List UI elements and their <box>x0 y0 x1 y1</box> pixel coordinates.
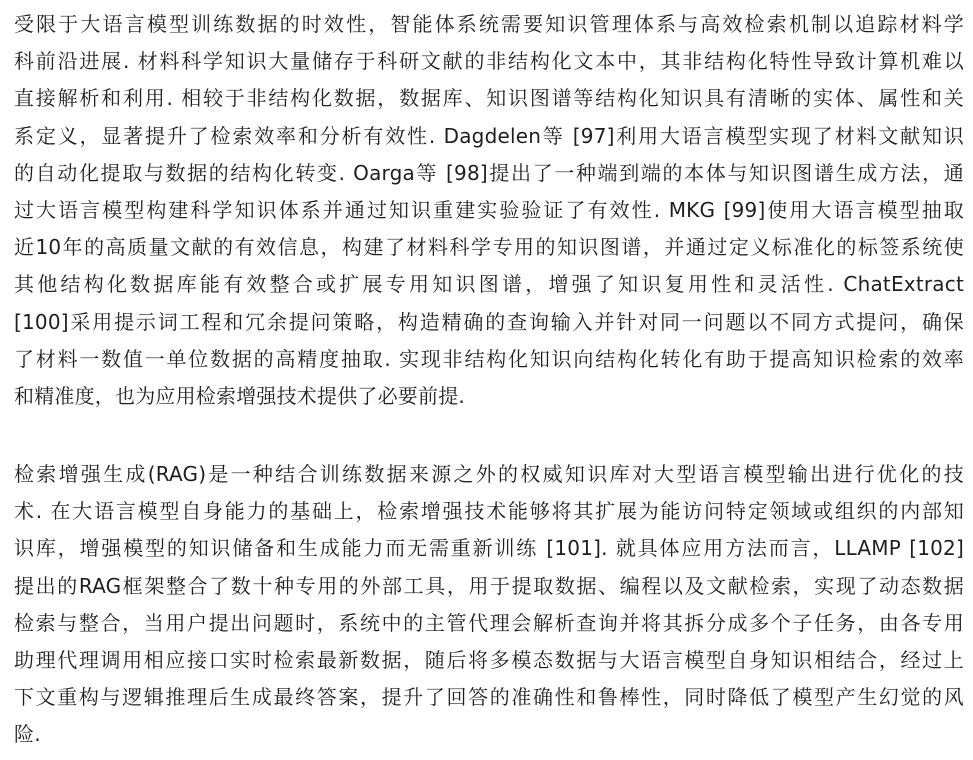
text-line: 助理代理调用相应接口实时检索最新数据，随后将多模态数据与大语言模型自身知识相结合，经过上 <box>14 647 964 672</box>
text-line: 了材料一数值一单位数据的高精度抽取. 实现非结构化知识向结构化转化有助于提高知识检索的效率 <box>14 346 964 371</box>
text-line: 直接解析和利用. 相较于非结构化数据，数据库、知识图谱等结构化知识具有清晰的实体、属性和关 <box>14 86 964 111</box>
text-line: 检索增强生成(RAG)是一种结合训练数据来源之外的权威知识库对大型语言模型输出进行优化的技 <box>14 462 964 486</box>
text-line: 其他结构化数据库能有效整合或扩展专用知识图谱，增强了知识复用性和灵活性. ChatExtract <box>14 272 964 297</box>
text-line: 科前沿进展. 材料科学知识大量储存于科研文献的非结构化文本中，其非结构化特性导致计算机难以 <box>14 49 964 74</box>
text-line: 系定义，显著提升了检索效率和分析有效性. Dagdelen等 [97]利用大语言模型实现了材料文献知识 <box>14 123 964 148</box>
text-line: 术. 在大语言模型自身能力的基础上，检索增强技术能够将其扩展为能访问特定领域或组织的内部知 <box>14 499 964 524</box>
text-line: 受限于大语言模型训练数据的时效性，智能体系统需要知识管理体系与高效检索机制以追踪材料学 <box>14 12 964 36</box>
text-line: 下文重构与逻辑推理后生成最终答案，提升了回答的准确性和鲁棒性，同时降低了模型产生幻觉的风 <box>14 685 964 710</box>
text-line: 险. <box>14 722 41 747</box>
paragraph-rag <box>14 456 964 754</box>
paragraph-knowledge-management <box>14 6 964 415</box>
text-line: 提出的RAG框架整合了数十种专用的外部工具，用于提取数据、编程以及文献检索，实现了动态数据 <box>14 573 964 598</box>
text-line: 和精准度，也为应用检索增强技术提供了必要前提. <box>14 383 465 408</box>
text-line: 的自动化提取与数据的结构化转变. Oarga等 [98]提出了一种端到端的本体与知识图谱生成方法，通 <box>14 160 964 185</box>
text-line: 近10年的高质量文献的有效信息，构建了材料科学专用的知识图谱，并通过定义标准化的标签系统使 <box>14 235 964 260</box>
text-line: [100]采用提示词工程和冗余提问策略，构造精确的查询输入并针对同一问题以不同方式提问，确保 <box>14 309 964 334</box>
text-line: 过大语言模型构建科学知识体系并通过知识重建实验验证了有效性. MKG [99]使用大语言模型抽取 <box>14 197 964 222</box>
text-line: 检索与整合，当用户提出问题时，系统中的主管代理会解析查询并将其拆分成多个子任务，由各专用 <box>14 610 964 635</box>
text-line: 识库，增强模型的知识储备和生成能力而无需重新训练 [101]. 就具体应用方法而言，LLAMP [102] <box>14 536 964 561</box>
